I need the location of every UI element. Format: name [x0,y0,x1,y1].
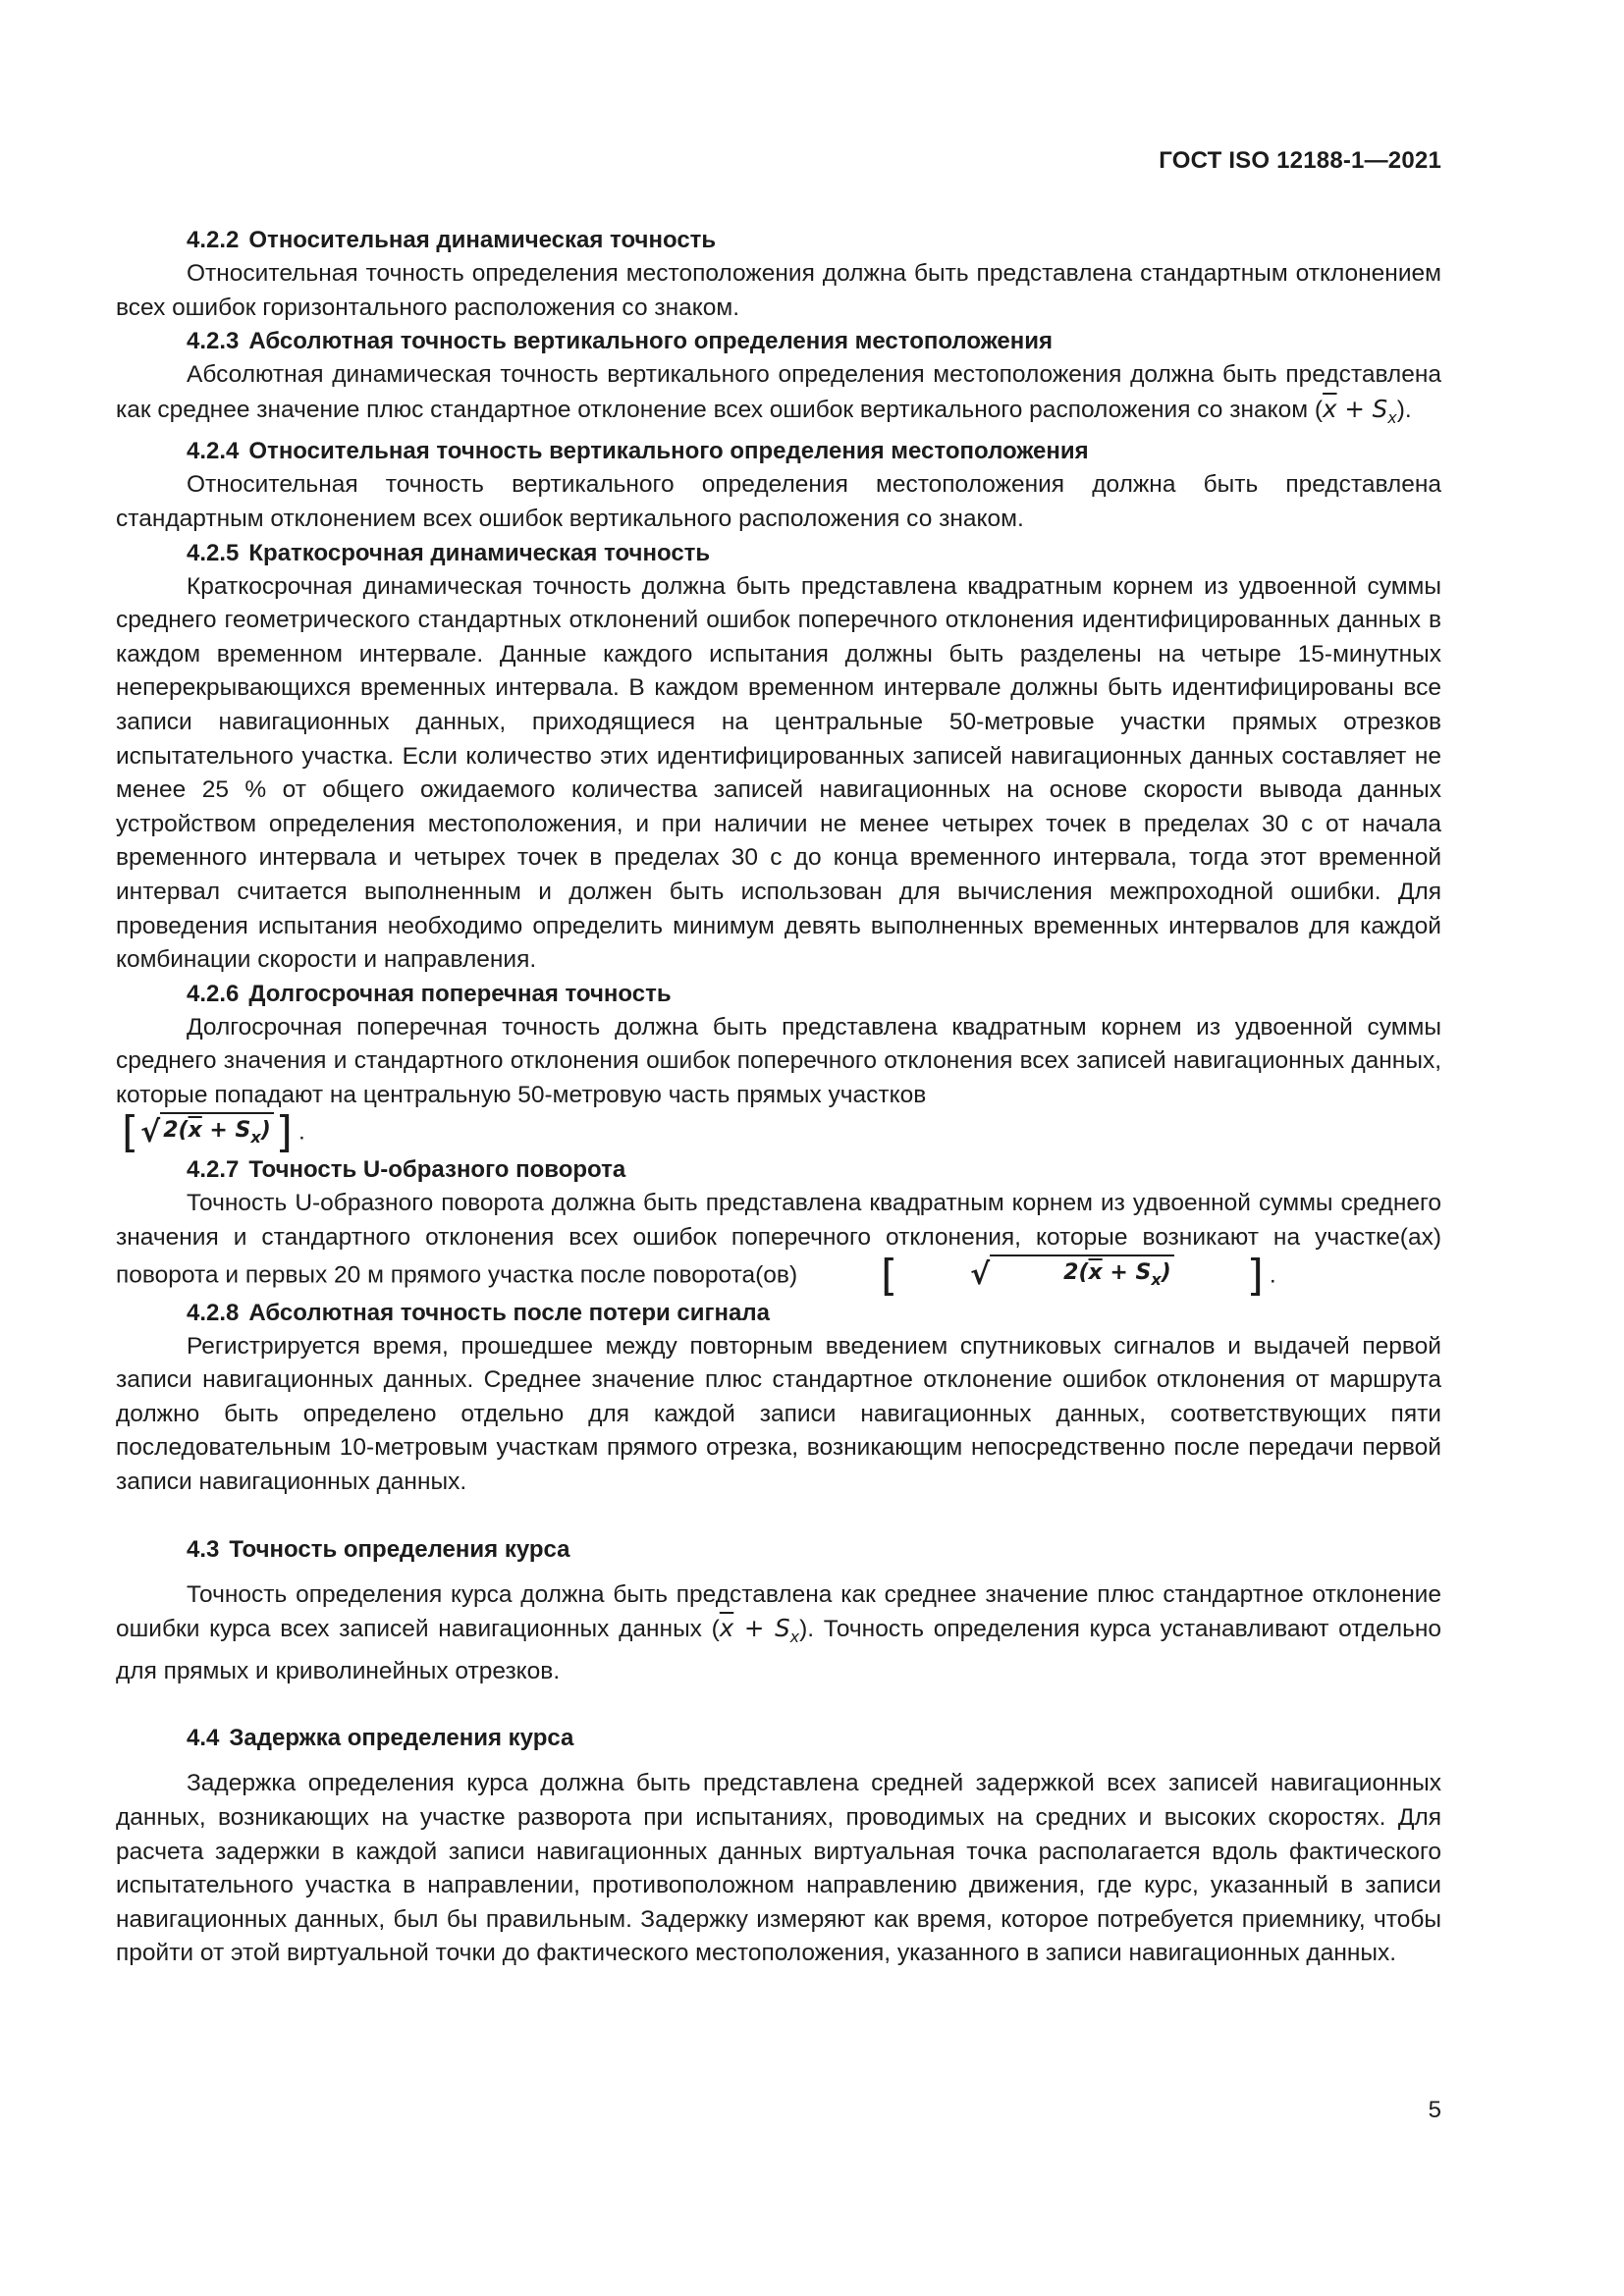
section-text-4-2-4: Относительная точность вертикального определения местоположения должна быть представлена стандартным отклонением всех ошибок вертикального расположения со знаком. [116,471,1441,532]
section-text-4-2-8: Регистрируется время, прошедшее между повторным введением спутниковых сигналов и выдачей первой записи навигационных данных. Среднее значение плюс стандартное отклонение ошибок отклонения от маршрута должно быть определено отдельно для каждой записи навигационных данных, соответствующих пяти последовательным 10-метровым участкам прямого отрезка, возникающим непосредственно после передачи первой записи навигационных данных. [116,1332,1441,1496]
section-text-4-2-2: Относительная точность определения местоположения должна быть представлена стандартным отклонением всех ошибок горизонтального расположения со знаком. [116,260,1441,321]
formula-mean-plus-sd: $\overline{x} + S_x$ [719,1614,800,1647]
section-text-4-4: Задержка определения курса должна быть представлена средней задержкой всех записей навигационных данных, возникающих на участке разворота при испытаниях, проводимых на средних и высоких скоростях. Для расчета задержки в каждой записи навигационных данных виртуальная точка располагается вдоль фактического испытательного участка в направлении, противоположном направлению движения, где курс, указанный в записи навигационных данных, был бы правильным. Задержку измеряют как время, которое потребуется приемнику, чтобы пройти от этой виртуальной точки до фактического местоположения, указанного в записи навигационных данных. [116,1770,1441,1967]
section-heading-4-2-7: 4.2.7 Точность U-образного поворота [187,1156,626,1184]
formula-mean-plus-sd: $\overline{x} + S_x$ [1323,394,1397,427]
document-page [116,0,1441,2296]
page-number: 5 [1428,2097,1441,2123]
formula-sqrt-box: [ √ $2(\overline{x} + S_x)$ ] [122,1107,293,1158]
formula-line-4-2-6: [ √ $2(\overline{x} + S_x)$ ] . [116,1112,1441,1153]
section-text-4-3: Точность определения курса должна быть представлена как среднее значение плюс стандартное отклонение ошибки курса всех записей навигационных данных $(\overline{x} + S_x)$. Точность определения курса устанавливают отдельно для прямых и криволинейных отрезков. [116,1580,1441,1684]
section-text-4-2-3: Абсолютная динамическая точность вертикального определения местоположения должна быть представлена как среднее значение плюс стандартное отклонение всех ошибок вертикального расположения со знаком $(\overline{x} + S_x)$. [116,361,1441,427]
section-heading-4-2-6: 4.2.6 Долгосрочная поперечная точность [187,980,672,1007]
section-text-4-2-6: Долгосрочная поперечная точность должна быть представлена квадратным корнем из удвоенной суммы среднего значения и стандартного отклонения ошибок поперечного отклонения всех записей навигационных данных, которые попадают на центральную 50-метровую часть прямых участков [116,1013,1441,1108]
section-text-4-2-5: Краткосрочная динамическая точность должна быть представлена квадратным корнем из удвоенной суммы среднего геометрического стандартных отклонений ошибок поперечного отклонения идентифицированных данных в каждом временном интервале. Данные каждого испытания должны быть разделены на четыре 15-минутных неперекрывающихся временных интервала. В каждом временном интервале должны быть идентифицированы все записи навигационных данных, приходящиеся на центральные 50-метровые участки прямых отрезков испытательного участка. Если количество этих идентифицированных записей навигационных данных составляет не менее 25 % от общего ожидаемого количества записей навигационных на основе скорости вывода данных устройством определения местоположения, и при наличии не менее четырех точек в пределах 30 с от начала временного интервала и четырех точек в пределах 30 с до конца временного интервала, тогда этот временной интервал считается выполненным и должен быть использован для вычисления межпроходной ошибки. Для проведения испытания необходимо определить минимум девять выполненных временных интервалов для каждой комбинации скорости и направления. [116,572,1441,974]
section-heading-4-4: 4.4 Задержка определения курса [187,1725,574,1752]
document-header: ГОСТ ISO 12188-1—2021 [1159,147,1441,174]
formula-sqrt-box: [ √ $2(\overline{x} + S_x)$ ] [880,1250,1264,1301]
section-heading-4-3: 4.3 Точность определения курса [187,1535,570,1563]
section-heading-4-2-4: 4.2.4 Относительная точность вертикального определения местоположения [187,438,1089,465]
section-text-4-2-7: Точность U-образного поворота должна быть представлена квадратным корнем из удвоенной суммы среднего значения и стандартного отклонения всех ошибок поперечного отклонения, которые возникают на участке(ах) поворота и первых 20 м прямого участка после поворота(ов) [ √ $2(\overline{x} + S_x)$ ] . [116,1190,1441,1301]
document-content [116,224,1441,1971]
section-heading-4-2-3: 4.2.3 Абсолютная точность вертикального определения местоположения [187,328,1054,355]
section-heading-4-2-2: 4.2.2 Относительная динамическая точность [187,227,717,253]
section-heading-4-2-5: 4.2.5 Краткосрочная динамическая точность [187,539,711,566]
section-heading-4-2-8: 4.2.8 Абсолютная точность после потери сигнала [187,1299,770,1326]
